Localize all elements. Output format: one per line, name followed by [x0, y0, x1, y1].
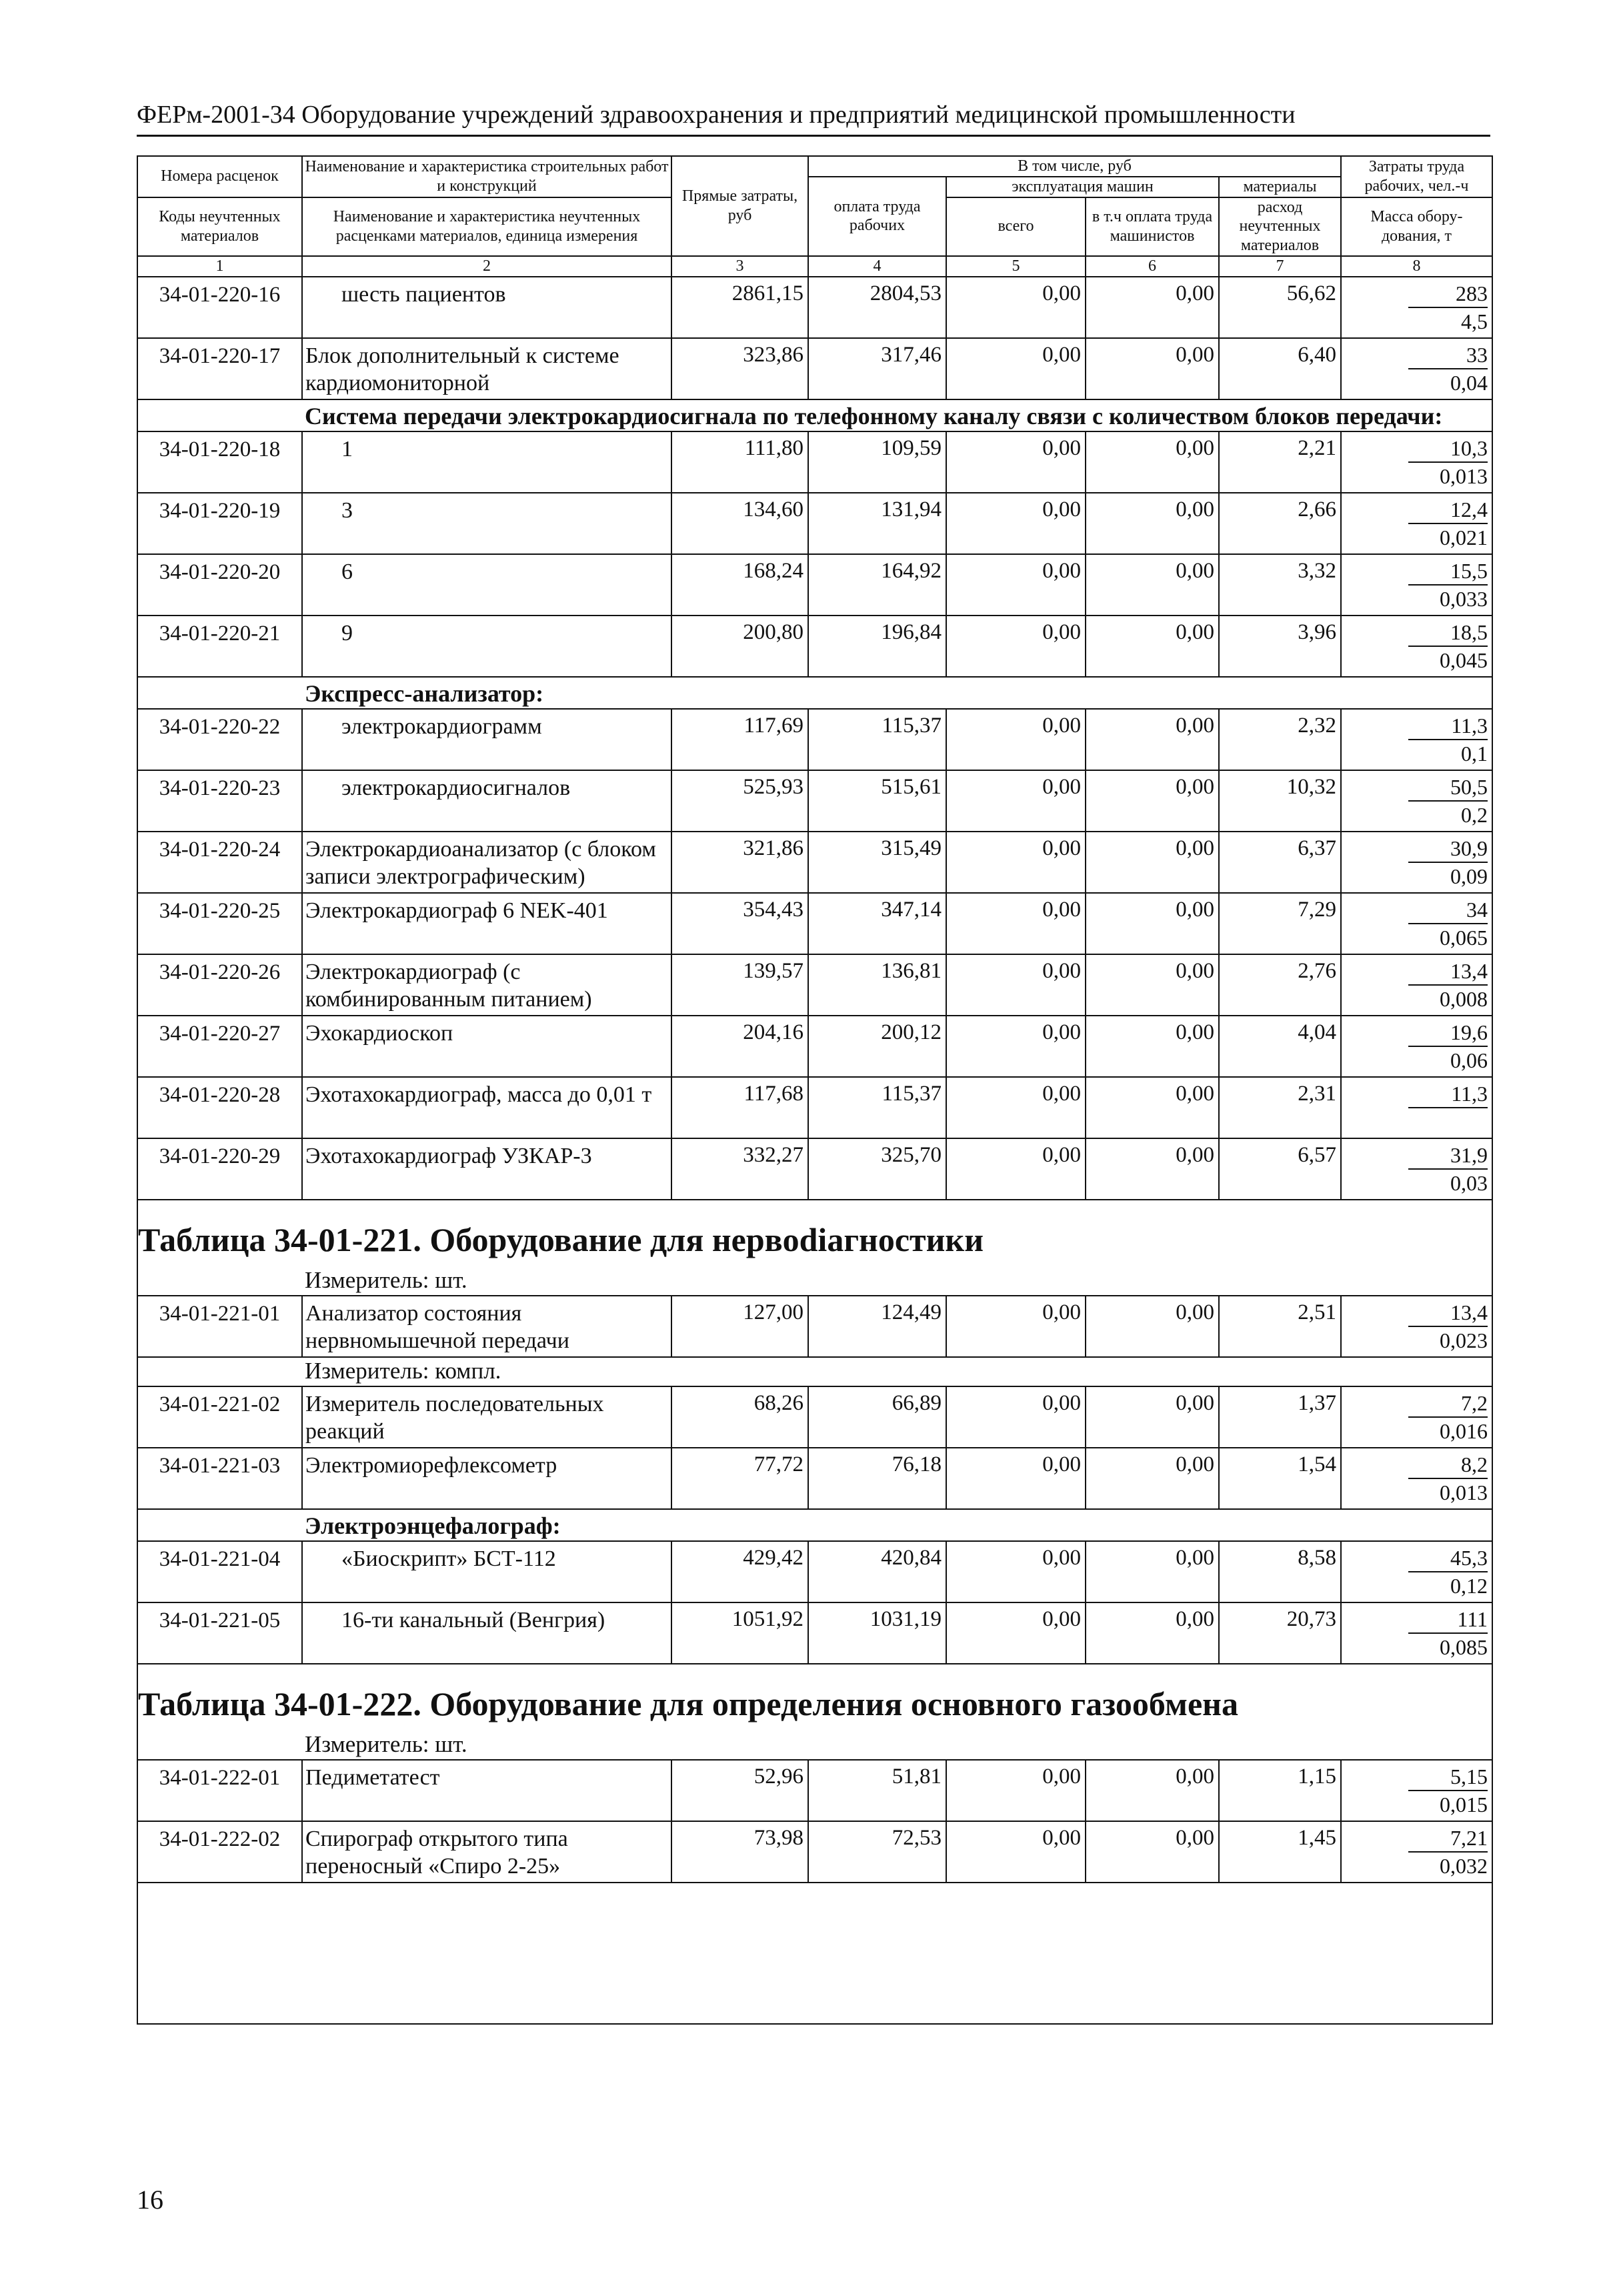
equipment-mass: 0,2: [1461, 802, 1488, 827]
table-row: [137, 1296, 1492, 1357]
machinist-wages: 0,00: [1086, 1386, 1219, 1448]
table-row: [137, 493, 1492, 554]
materials-cost: 1,54: [1219, 1448, 1341, 1509]
rate-code: 34-01-222-02: [137, 1821, 302, 1883]
labor-hours: 31,9: [1408, 1142, 1488, 1170]
equipment-mass: 0,045: [1440, 648, 1488, 672]
worker-wages: 72,53: [808, 1821, 946, 1883]
table-caption-row: [137, 1200, 1492, 1267]
labor-hours: 11,3: [1408, 712, 1488, 740]
direct-cost: 134,60: [671, 493, 808, 554]
meter-row: [137, 1731, 1492, 1760]
item-name: Анализатор состояния нервномышечной передачи: [302, 1296, 671, 1357]
materials-cost: 1,37: [1219, 1386, 1341, 1448]
direct-cost: 354,43: [671, 893, 808, 954]
machines-total: 0,00: [946, 338, 1086, 399]
materials-cost: 2,76: [1219, 954, 1341, 1016]
materials-cost: 2,66: [1219, 493, 1341, 554]
equipment-mass: 0,013: [1440, 463, 1488, 488]
table-caption: Таблица 34-01-221. Оборудование для нервodiагностики: [137, 1200, 1492, 1267]
machines-total: 0,00: [946, 277, 1086, 338]
labor-hours: 45,3: [1408, 1544, 1488, 1572]
rate-code: 34-01-220-20: [137, 554, 302, 616]
labor-hours: 33: [1408, 341, 1488, 369]
labor-hours: 8,2: [1408, 1451, 1488, 1479]
table-row: [137, 893, 1492, 954]
direct-cost: 332,27: [671, 1138, 808, 1200]
labor-mass-cell: [1341, 554, 1492, 616]
worker-wages: 515,61: [808, 770, 946, 832]
direct-cost: 127,00: [671, 1296, 808, 1357]
equipment-mass: 0,032: [1440, 1853, 1488, 1878]
direct-cost: 1051,92: [671, 1602, 808, 1664]
machines-total: 0,00: [946, 616, 1086, 677]
machinist-wages: 0,00: [1086, 1541, 1219, 1602]
item-name: 6: [302, 554, 671, 616]
machinist-wages: 0,00: [1086, 709, 1219, 770]
machinist-wages: 0,00: [1086, 770, 1219, 832]
equipment-mass: 0,016: [1440, 1418, 1488, 1443]
table-row: [137, 1016, 1492, 1077]
labor-hours: 30,9: [1408, 835, 1488, 863]
item-name: Спирограф открытого типа переносный «Спиро 2-25»: [302, 1821, 671, 1883]
labor-hours: 7,21: [1408, 1825, 1488, 1853]
machines-total: 0,00: [946, 709, 1086, 770]
table-row: [137, 431, 1492, 493]
direct-cost: 117,69: [671, 709, 808, 770]
item-name: «Биоскрипт» БСТ-112: [302, 1541, 671, 1602]
header-including: В том числе, руб: [808, 156, 1341, 177]
worker-wages: 315,49: [808, 832, 946, 893]
direct-cost: 139,57: [671, 954, 808, 1016]
equipment-mass: 0,06: [1450, 1048, 1488, 1072]
rate-code: 34-01-220-28: [137, 1077, 302, 1138]
table-row: [137, 1821, 1492, 1883]
worker-wages: 317,46: [808, 338, 946, 399]
worker-wages: 347,14: [808, 893, 946, 954]
table-row: [137, 1077, 1492, 1138]
worker-wages: 51,81: [808, 1760, 946, 1821]
machines-total: 0,00: [946, 1448, 1086, 1509]
machines-total: 0,00: [946, 1602, 1086, 1664]
materials-cost: 6,37: [1219, 832, 1341, 893]
equipment-mass: 0,008: [1440, 986, 1488, 1011]
machinist-wages: 0,00: [1086, 1760, 1219, 1821]
header-row-top: [137, 156, 1492, 177]
materials-cost: 8,58: [1219, 1541, 1341, 1602]
meter-label: Измеритель: компл.: [137, 1357, 1492, 1386]
header-col2-top: Наименование и характеристика строительных работ и конструкций: [302, 156, 671, 197]
direct-cost: 323,86: [671, 338, 808, 399]
machinist-wages: 0,00: [1086, 1138, 1219, 1200]
equipment-mass: 0,015: [1440, 1792, 1488, 1817]
labor-mass-cell: [1341, 493, 1492, 554]
materials-cost: 1,15: [1219, 1760, 1341, 1821]
labor-hours: 13,4: [1408, 1299, 1488, 1327]
header-machines: эксплуатация машин: [946, 177, 1219, 197]
labor-hours: 34: [1408, 896, 1488, 924]
rate-code: 34-01-220-27: [137, 1016, 302, 1077]
column-number: 3: [671, 256, 808, 277]
table-caption: Таблица 34-01-222. Оборудование для определения основного газообмена: [137, 1664, 1492, 1731]
direct-cost: 52,96: [671, 1760, 808, 1821]
machinist-wages: 0,00: [1086, 493, 1219, 554]
column-numbers-row: [137, 256, 1492, 277]
equipment-mass: 0,033: [1440, 586, 1488, 611]
equipment-mass: 0,085: [1440, 1634, 1488, 1659]
meter-row: [137, 1267, 1492, 1296]
labor-mass-cell: [1341, 431, 1492, 493]
item-name: шесть пациентов: [302, 277, 671, 338]
labor-hours: 12,4: [1408, 496, 1488, 524]
machinist-wages: 0,00: [1086, 893, 1219, 954]
meter-row: [137, 1357, 1492, 1386]
materials-cost: 4,04: [1219, 1016, 1341, 1077]
labor-hours: 15,5: [1408, 557, 1488, 586]
rate-code: 34-01-220-24: [137, 832, 302, 893]
table-row: [137, 277, 1492, 338]
machines-total: 0,00: [946, 1077, 1086, 1138]
equipment-mass: 0,04: [1450, 370, 1488, 395]
table-row: [137, 616, 1492, 677]
machines-total: 0,00: [946, 832, 1086, 893]
column-number: 7: [1219, 256, 1341, 277]
machines-total: 0,00: [946, 554, 1086, 616]
machinist-wages: 0,00: [1086, 1077, 1219, 1138]
machinist-wages: 0,00: [1086, 1448, 1219, 1509]
direct-cost: 2861,15: [671, 277, 808, 338]
machinist-wages: 0,00: [1086, 832, 1219, 893]
materials-cost: 10,32: [1219, 770, 1341, 832]
machinist-wages: 0,00: [1086, 1296, 1219, 1357]
column-number: 1: [137, 256, 302, 277]
materials-cost: 6,57: [1219, 1138, 1341, 1200]
direct-cost: 77,72: [671, 1448, 808, 1509]
labor-hours: 111: [1408, 1606, 1488, 1634]
labor-mass-cell: [1341, 277, 1492, 338]
header-col2-bottom: Наименование и характеристика неучтенных расценками материалов, единица измерения: [302, 197, 671, 256]
item-name: 3: [302, 493, 671, 554]
machines-total: 0,00: [946, 770, 1086, 832]
worker-wages: 76,18: [808, 1448, 946, 1509]
equipment-mass: 0,12: [1450, 1573, 1488, 1598]
direct-cost: 117,68: [671, 1077, 808, 1138]
machines-total: 0,00: [946, 493, 1086, 554]
item-name: 16-ти канальный (Венгрия): [302, 1602, 671, 1664]
group-heading: Электроэнцефалограф:: [137, 1509, 1492, 1541]
machines-total: 0,00: [946, 1386, 1086, 1448]
meter-label: Измеритель: шт.: [137, 1267, 1492, 1296]
direct-cost: 200,80: [671, 616, 808, 677]
labor-mass-cell: [1341, 832, 1492, 893]
labor-mass-cell: [1341, 1760, 1492, 1821]
worker-wages: 131,94: [808, 493, 946, 554]
worker-wages: 109,59: [808, 431, 946, 493]
labor-mass-cell: [1341, 1077, 1492, 1138]
rate-code: 34-01-222-01: [137, 1760, 302, 1821]
item-name: Педиметатест: [302, 1760, 671, 1821]
worker-wages: 136,81: [808, 954, 946, 1016]
table-row: [137, 554, 1492, 616]
rate-code: 34-01-220-19: [137, 493, 302, 554]
rate-code: 34-01-220-29: [137, 1138, 302, 1200]
worker-wages: 124,49: [808, 1296, 946, 1357]
equipment-mass: 0,023: [1440, 1328, 1488, 1352]
direct-cost: 68,26: [671, 1386, 808, 1448]
rate-code: 34-01-220-16: [137, 277, 302, 338]
machines-total: 0,00: [946, 1821, 1086, 1883]
materials-cost: 20,73: [1219, 1602, 1341, 1664]
labor-hours: 283: [1408, 280, 1488, 308]
header-col5: всего: [946, 197, 1086, 256]
item-name: Блок дополнительный к системе кардиомониторной: [302, 338, 671, 399]
labor-mass-cell: [1341, 709, 1492, 770]
worker-wages: 66,89: [808, 1386, 946, 1448]
page-header: ФЕРм-2001-34 Оборудование учреждений здравоохранения и предприятий медицинской промышленности: [137, 100, 1490, 137]
group-row: [137, 677, 1492, 709]
direct-cost: 525,93: [671, 770, 808, 832]
column-number: 2: [302, 256, 671, 277]
worker-wages: 164,92: [808, 554, 946, 616]
labor-mass-cell: [1341, 1821, 1492, 1883]
direct-cost: 204,16: [671, 1016, 808, 1077]
header-col1-top: Номера расценок: [137, 156, 302, 197]
materials-cost: 3,96: [1219, 616, 1341, 677]
machinist-wages: 0,00: [1086, 554, 1219, 616]
labor-hours: 13,4: [1408, 958, 1488, 986]
worker-wages: 200,12: [808, 1016, 946, 1077]
column-number: 6: [1086, 256, 1219, 277]
item-name: электрокардиограмм: [302, 709, 671, 770]
machines-total: 0,00: [946, 893, 1086, 954]
rate-code: 34-01-220-26: [137, 954, 302, 1016]
header-col4: оплата труда рабочих: [808, 177, 946, 256]
machines-total: 0,00: [946, 1296, 1086, 1357]
column-number: 4: [808, 256, 946, 277]
rate-code: 34-01-220-23: [137, 770, 302, 832]
table-row: [137, 1760, 1492, 1821]
header-col7: расход неучтенных материалов: [1219, 197, 1341, 256]
materials-cost: 1,45: [1219, 1821, 1341, 1883]
machinist-wages: 0,00: [1086, 431, 1219, 493]
meter-label: Измеритель: шт.: [137, 1731, 1492, 1760]
item-name: Эхотахокардиограф УЗКАР-3: [302, 1138, 671, 1200]
machines-total: 0,00: [946, 431, 1086, 493]
equipment-mass: [1342, 1108, 1488, 1135]
worker-wages: 2804,53: [808, 277, 946, 338]
materials-cost: 2,21: [1219, 431, 1341, 493]
rate-code: 34-01-221-02: [137, 1386, 302, 1448]
rate-code: 34-01-220-25: [137, 893, 302, 954]
machines-total: 0,00: [946, 1760, 1086, 1821]
group-row: [137, 1509, 1492, 1541]
labor-mass-cell: [1341, 1386, 1492, 1448]
labor-mass-cell: [1341, 770, 1492, 832]
labor-mass-cell: [1341, 616, 1492, 677]
machinist-wages: 0,00: [1086, 616, 1219, 677]
header-col3: Прямые затраты, руб: [671, 156, 808, 256]
table-caption-row: [137, 1664, 1492, 1731]
labor-mass-cell: [1341, 1296, 1492, 1357]
page-number: 16: [137, 2185, 163, 2215]
machinist-wages: 0,00: [1086, 338, 1219, 399]
labor-hours: 19,6: [1408, 1019, 1488, 1047]
labor-hours: 10,3: [1408, 435, 1488, 463]
direct-cost: 111,80: [671, 431, 808, 493]
materials-cost: 2,32: [1219, 709, 1341, 770]
materials-cost: 56,62: [1219, 277, 1341, 338]
equipment-mass: 0,065: [1440, 925, 1488, 950]
labor-mass-cell: [1341, 1448, 1492, 1509]
direct-cost: 73,98: [671, 1821, 808, 1883]
item-name: Эхокардиоскоп: [302, 1016, 671, 1077]
machinist-wages: 0,00: [1086, 277, 1219, 338]
labor-hours: 18,5: [1408, 619, 1488, 647]
table-row: [137, 1448, 1492, 1509]
group-row: [137, 399, 1492, 431]
table-row: [137, 709, 1492, 770]
equipment-mass: 0,021: [1440, 525, 1488, 549]
header-col1-bottom: Коды неучтенных материалов: [137, 197, 302, 256]
worker-wages: 115,37: [808, 1077, 946, 1138]
labor-hours: 50,5: [1408, 774, 1488, 802]
worker-wages: 325,70: [808, 1138, 946, 1200]
blank-cell: [137, 1883, 1492, 2024]
table-row: [137, 338, 1492, 399]
worker-wages: 115,37: [808, 709, 946, 770]
machinist-wages: 0,00: [1086, 1821, 1219, 1883]
rates-table: [137, 155, 1493, 2025]
equipment-mass: 0,03: [1450, 1170, 1488, 1195]
table-row: [137, 832, 1492, 893]
table-row: [137, 770, 1492, 832]
item-name: 9: [302, 616, 671, 677]
rate-code: 34-01-221-04: [137, 1541, 302, 1602]
labor-hours: 11,3: [1408, 1080, 1488, 1108]
direct-cost: 429,42: [671, 1541, 808, 1602]
rate-code: 34-01-220-17: [137, 338, 302, 399]
materials-cost: 2,31: [1219, 1077, 1341, 1138]
machines-total: 0,00: [946, 1016, 1086, 1077]
column-number: 5: [946, 256, 1086, 277]
labor-mass-cell: [1341, 1138, 1492, 1200]
labor-mass-cell: [1341, 338, 1492, 399]
item-name: электрокардиосигналов: [302, 770, 671, 832]
table-row: [137, 1541, 1492, 1602]
rate-code: 34-01-220-22: [137, 709, 302, 770]
rate-code: 34-01-221-05: [137, 1602, 302, 1664]
worker-wages: 196,84: [808, 616, 946, 677]
header-col8-bottom: Масса обору-дования, т: [1341, 197, 1492, 256]
machinist-wages: 0,00: [1086, 954, 1219, 1016]
table-row: [137, 1386, 1492, 1448]
item-name: 1: [302, 431, 671, 493]
machinist-wages: 0,00: [1086, 1016, 1219, 1077]
group-heading: Система передачи электрокардиосигнала по телефонному каналу связи с количеством блоков передачи:: [137, 399, 1492, 431]
labor-mass-cell: [1341, 1541, 1492, 1602]
table-row: [137, 954, 1492, 1016]
direct-cost: 321,86: [671, 832, 808, 893]
materials-cost: 2,51: [1219, 1296, 1341, 1357]
materials-cost: 6,40: [1219, 338, 1341, 399]
labor-mass-cell: [1341, 1016, 1492, 1077]
direct-cost: 168,24: [671, 554, 808, 616]
table-row: [137, 1602, 1492, 1664]
worker-wages: 420,84: [808, 1541, 946, 1602]
equipment-mass: 0,09: [1450, 864, 1488, 888]
rate-code: 34-01-221-03: [137, 1448, 302, 1509]
header-materials-group: материалы: [1219, 177, 1341, 197]
labor-mass-cell: [1341, 1602, 1492, 1664]
machines-total: 0,00: [946, 1541, 1086, 1602]
rate-code: 34-01-220-18: [137, 431, 302, 493]
group-heading: Экспресс-анализатор:: [137, 677, 1492, 709]
item-name: Электрокардиоанализатор (с блоком записи электрографическим): [302, 832, 671, 893]
machinist-wages: 0,00: [1086, 1602, 1219, 1664]
labor-mass-cell: [1341, 954, 1492, 1016]
labor-mass-cell: [1341, 893, 1492, 954]
header-col6: в т.ч оплата труда машинистов: [1086, 197, 1219, 256]
item-name: Электрокардиограф 6 NEK-401: [302, 893, 671, 954]
equipment-mass: 4,5: [1461, 309, 1488, 333]
item-name: Электромиорефлексометр: [302, 1448, 671, 1509]
equipment-mass: 0,013: [1440, 1480, 1488, 1504]
header-col8-top: Затраты труда рабочих, чел.-ч: [1341, 156, 1492, 197]
materials-cost: 7,29: [1219, 893, 1341, 954]
table-row: [137, 1138, 1492, 1200]
item-name: Измеритель последовательных реакций: [302, 1386, 671, 1448]
machines-total: 0,00: [946, 954, 1086, 1016]
worker-wages: 1031,19: [808, 1602, 946, 1664]
labor-hours: 5,15: [1408, 1763, 1488, 1791]
materials-cost: 3,32: [1219, 554, 1341, 616]
labor-hours: 7,2: [1408, 1390, 1488, 1418]
equipment-mass: 0,1: [1461, 741, 1488, 766]
item-name: Электрокардиограф (с комбинированным питанием): [302, 954, 671, 1016]
rate-code: 34-01-221-01: [137, 1296, 302, 1357]
column-number: 8: [1341, 256, 1492, 277]
blank-row: [137, 1883, 1492, 2024]
machines-total: 0,00: [946, 1138, 1086, 1200]
rate-code: 34-01-220-21: [137, 616, 302, 677]
item-name: Эхотахокардиограф, масса до 0,01 т: [302, 1077, 671, 1138]
